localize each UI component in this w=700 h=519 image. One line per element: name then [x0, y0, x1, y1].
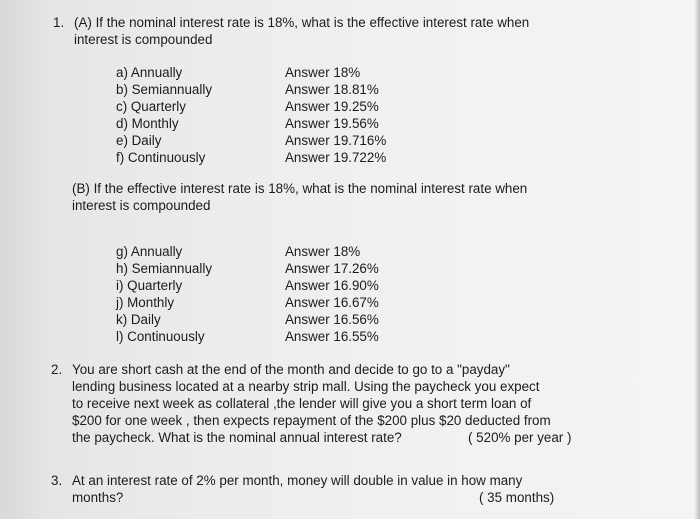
q1b-item-label: i) Quarterly	[116, 278, 183, 293]
q1b-item-label: l) Continuously	[116, 329, 205, 344]
q1a-prompt-line1: (A) If the nominal interest rate is 18%, what is the effective interest rate when	[74, 15, 530, 30]
q1b-item-answer: Answer 16.67%	[285, 295, 379, 310]
q1a-item-answer: Answer 19.716%	[285, 133, 387, 148]
q1b-item-label: j) Monthly	[116, 295, 175, 310]
q3-answer: ( 35 months)	[479, 490, 555, 505]
q1a-prompt-line2: interest is compounded	[74, 32, 213, 47]
q3-number: 3.	[51, 473, 63, 488]
q1b-item-answer: Answer 16.56%	[285, 312, 379, 327]
q1a-item-answer: Answer 19.722%	[285, 150, 387, 165]
q1b-item-label: h) Semiannually	[116, 261, 213, 276]
q1a-item-label: f) Continuously	[116, 150, 206, 165]
page-shadow-left	[0, 0, 48, 519]
page-shadow-right	[694, 0, 700, 519]
q2-text-line: lending business located at a nearby strip mall. Using the paycheck you expect	[72, 379, 540, 394]
q1a-item-label: b) Semiannually	[116, 82, 213, 97]
q3-text-line: At an interest rate of 2% per month, money will double in value in how many	[72, 473, 523, 488]
q2-number: 2.	[51, 362, 63, 377]
q1b-item-answer: Answer 16.90%	[285, 278, 379, 293]
q1a-item-answer: Answer 18%	[285, 65, 361, 80]
q1a-item-answer: Answer 18.81%	[285, 82, 379, 97]
q1b-item-answer: Answer 17.26%	[285, 261, 379, 276]
q1-number: 1.	[53, 15, 65, 30]
q1a-item-answer: Answer 19.25%	[285, 99, 379, 114]
q1b-item-label: k) Daily	[116, 312, 161, 327]
q1a-item-label: e) Daily	[116, 133, 162, 148]
q2-text-line: to receive next week as collateral ,the lender will give you a short term loan of	[72, 396, 532, 411]
q2-text-line: You are short cash at the end of the month and decide to go to a "payday"	[72, 362, 510, 377]
q1a-item-answer: Answer 19.56%	[285, 116, 379, 131]
q1a-item-label: c) Quarterly	[116, 99, 186, 114]
q1b-item-label: g) Annually	[116, 244, 183, 259]
q2-answer: ( 520% per year )	[468, 430, 572, 445]
q2-text-line: the paycheck. What is the nominal annual interest rate?	[72, 430, 402, 445]
q1b-prompt-line2: interest is compounded	[72, 198, 211, 213]
q1b-prompt-line1: (B) If the effective interest rate is 18%, what is the nominal interest rate when	[72, 181, 528, 196]
q1b-item-answer: Answer 16.55%	[285, 329, 379, 344]
q3-text-line: months?	[72, 490, 124, 505]
q1b-item-answer: Answer 18%	[285, 244, 361, 259]
q1a-item-label: a) Annually	[116, 65, 183, 80]
q1a-item-label: d) Monthly	[116, 116, 179, 131]
q2-text-line: $200 for one week , then expects repayment of the $200 plus $20 deducted from	[72, 413, 551, 428]
